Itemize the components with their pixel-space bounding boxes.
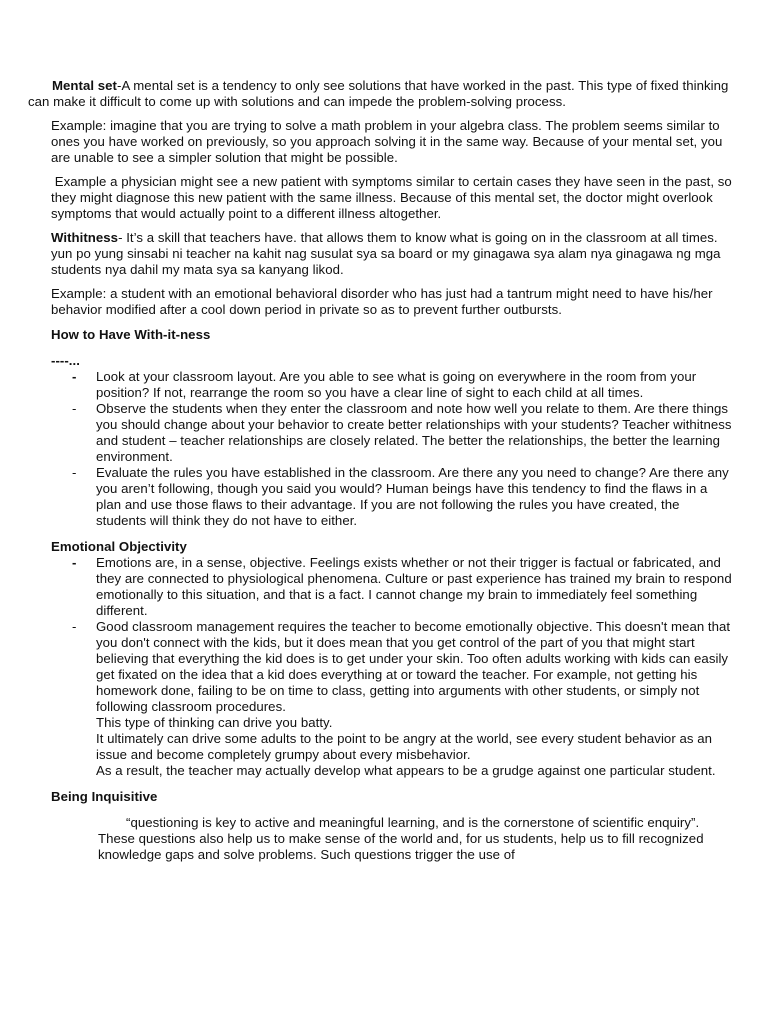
bullet-dash: - [72, 401, 77, 416]
list-item [28, 555, 732, 619]
bullet-dash: - [72, 369, 77, 384]
mental-set-example-2: Example a physician might see a new patient with symptoms similar to certain cases they have seen in the past, so they might diagnose this new patient with the same illness. Because of this mental set, the doctor might overlook symptoms that would actually point to a different illness altogether. [51, 174, 736, 221]
mental-set-paragraph [28, 78, 732, 110]
list-item-text: Observe the students when they enter the classroom and note how well you relate to them. Are there things you should change about your behavior to create better relationships with your students? Teacher withitness and student – teacher relationships are closely related. The better the relationships, the better the learning environment. [96, 401, 732, 464]
withitness-definition: - It’s a skill that teachers have. that allows them to know what is going on in the classroom at all times. yun po yung sinsabi ni teacher na kahit nag susulat sya sa board or my ginagawa sya alam nya ginagawa ng mga students nya dahil my mata sya sa kanyang likod. [51, 230, 721, 277]
bullet-dash: - [72, 465, 77, 480]
bullet-dash: - [72, 619, 77, 634]
list-item [28, 465, 732, 529]
inquisitive-heading: Being Inquisitive [51, 789, 158, 804]
bullet-dash: - [72, 555, 77, 570]
emotional-list [28, 555, 732, 779]
inquisitive-quote [98, 815, 732, 863]
list-item [28, 369, 732, 401]
list-item-text: Evaluate the rules you have established in the classroom. Are there any you need to change? Are there any you aren’t following, though you said you would? Human beings have this tendency to find the flaws in a plan and use those flaws to their advantage. If you are not following the rules you have created, the students will think they do not have to either. [96, 465, 729, 528]
list-item-text: Look at your classroom layout. Are you able to see what is going on everywhere in the room from your position? If not, rearrange the room so you have a clear line of sight to each child at all times. [96, 369, 697, 400]
quote-text: “questioning is key to active and meaningful learning, and is the cornerstone of scientific enquiry”. These questions also help us to make sense of the world and, for us students, help us to fill recognized knowledge gaps and solve problems. Such questions trigger the use of [98, 815, 704, 862]
withitness-example: Example: a student with an emotional behavioral disorder who has just had a tantrum might need to have his/her behavior modified after a cool down period in private so as to prevent further outbursts. [51, 286, 713, 317]
list-item-text: This type of thinking can drive you batty. [96, 715, 333, 730]
emotional-heading: Emotional Objectivity [51, 539, 187, 554]
mental-set-definition: -A mental set is a tendency to only see solutions that have worked in the past. This type of fixed thinking can make it difficult to come up with solutions and can impede the problem-solving process. [28, 78, 729, 109]
list-item-text: Emotions are, in a sense, objective. Feelings exists whether or not their trigger is factual or fabricated, and they are connected to physiological phenomena. Culture or past experience has trained my brain to respond emotionally to this situation, and that is a fact. I cannot change my brain to immediately feel something different. [96, 555, 732, 618]
list-item [28, 401, 732, 465]
list-item-text: It ultimately can drive some adults to the point to be angry at the world, see every student behavior as an issue and become completely grumpy about every misbehavior. [96, 731, 712, 762]
how-to-subheading: ----... [51, 353, 80, 368]
how-to-list [28, 369, 732, 529]
withitness-paragraph [51, 230, 732, 278]
withitness-term: Withitness [51, 230, 119, 245]
list-item-text: As a result, the teacher may actually develop what appears to be a grudge against one particular student. [96, 763, 716, 778]
list-item [28, 619, 732, 779]
list-item-text: Good classroom management requires the teacher to become emotionally objective. This doesn't mean that you don't connect with the kids, but it does mean that you get control of the part of you that might start believing that everything the kid does is to get under your skin. Too often adults working with kids can easily get fixated on the idea that a kid does everything at or toward the teacher. For example, not getting his homework done, failing to be on time to class, getting into arguments with other students, or simply not following classroom procedures. [96, 619, 731, 714]
mental-set-example-1: Example: imagine that you are trying to solve a math problem in your algebra class. The problem seems similar to ones you have worked on previously, so you approach solving it in the same way. Because of your mental set, you are unable to see a simpler solution that might be possible. [51, 118, 723, 165]
mental-set-term: Mental set [52, 78, 117, 93]
how-to-heading: How to Have With-it-ness [51, 327, 211, 342]
